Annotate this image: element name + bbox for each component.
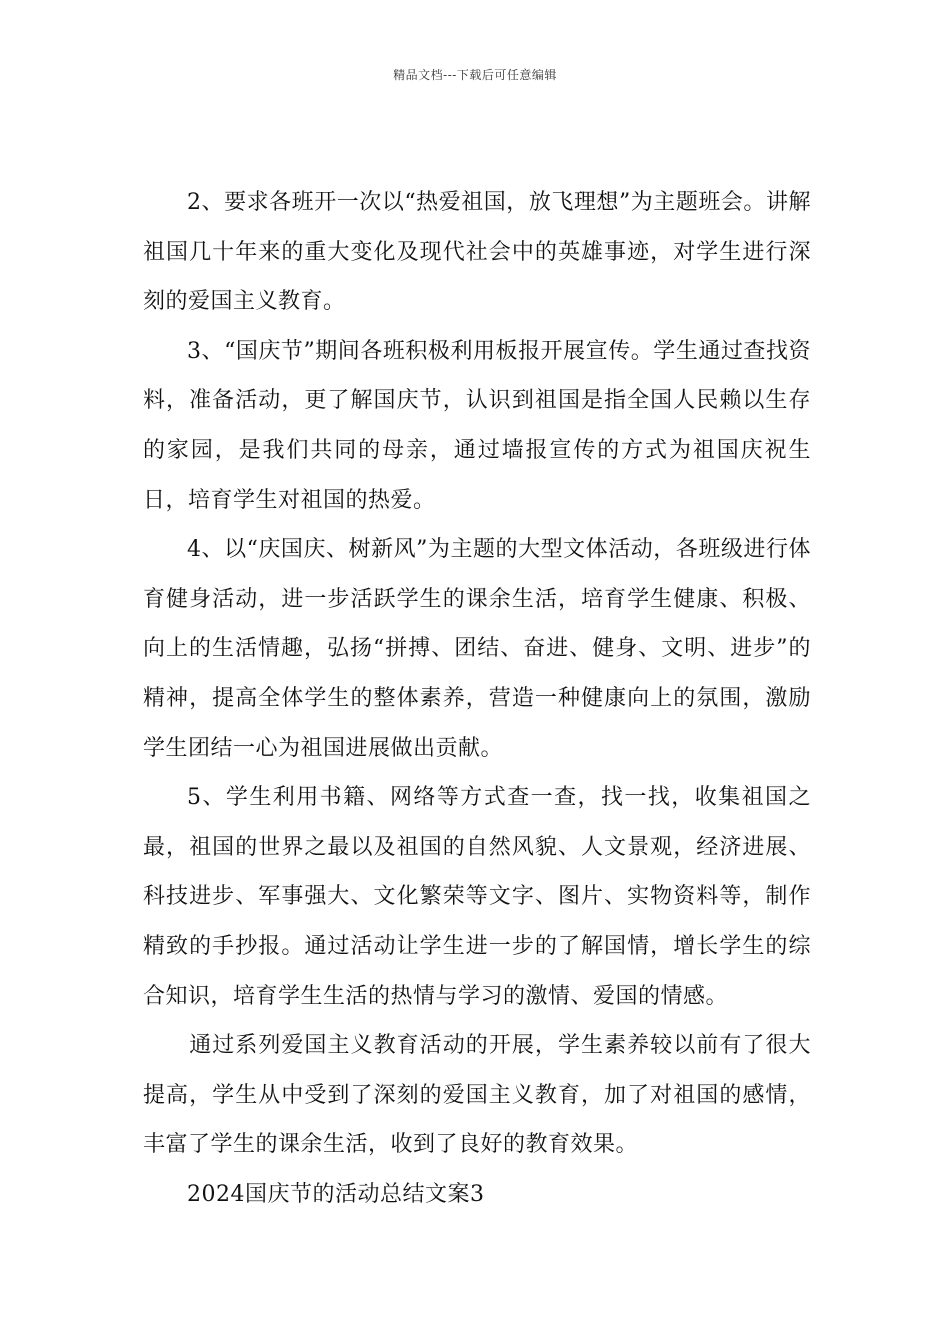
paragraph-item-3: 3、“国庆节”期间各班积极利用板报开展宣传。学生通过查找资料，准备活动，更了解国庆节，认识到祖国是指全国人民赖以生存的家园，是我们共同的母亲，通过墙报宣传的方式为祖国庆祝生日，培育学生对祖国的热爱。	[143, 338, 811, 513]
paragraph-item-2: 2、要求各班开一次以“热爱祖国，放飞理想”为主题班会。讲解祖国几十年来的重大变化及现代社会中的英雄事迹，对学生进行深刻的爱国主义教育。	[143, 190, 811, 315]
paragraph-item-5: 5、学生利用书籍、网络等方式查一查，找一找，收集祖国之最，祖国的世界之最以及祖国的自然风貌、人文景观，经济进展、科技进步、军事强大、文化繁荣等文字、图片、实物资料等，制作精致的手抄报。通过活动让学生进一步的了解国情，增长学生的综合知识，培育学生生活的热情与学习的激情、爱国的情感。	[143, 785, 811, 1009]
document-body	[143, 178, 811, 1219]
closing-paragraph: 通过系列爱国主义教育活动的开展，学生素养较以前有了很大提高，学生从中受到了深刻的爱国主义教育，加了对祖国的感情，丰富了学生的课余生活，收到了良好的教育效果。	[143, 1033, 811, 1158]
next-section-title: 2024国庆节的活动总结文案3	[187, 1181, 485, 1207]
page-header: 精品文档---下载后可任意编辑	[393, 68, 557, 82]
paragraph-item-4: 4、以“庆国庆、树新风”为主题的大型文体活动，各班级进行体育健身活动，进一步活跃学生的课余生活，培育学生健康、积极、向上的生活情趣，弘扬“拼搏、团结、奋进、健身、文明、进步”的精神，提高全体学生的整体素养，营造一种健康向上的氛围，激励学生团结一心为祖国进展做出贡献。	[143, 537, 811, 761]
